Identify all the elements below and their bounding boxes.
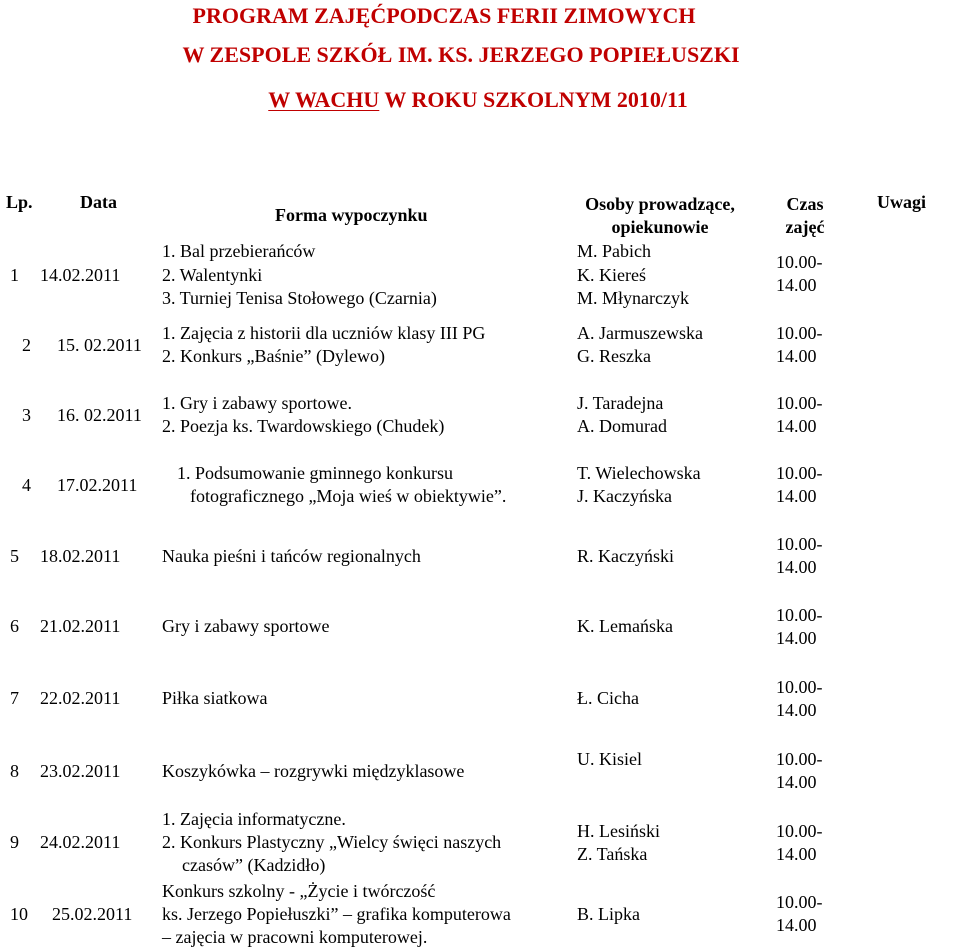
row-3-date: 16. 02.2011 — [57, 405, 142, 425]
row-1-forma-3: 3. Turniej Tenisa Stołowego (Czarnia) — [162, 288, 437, 308]
row-4-osoba-2: J. Kaczyńska — [577, 486, 672, 506]
row-9-lp: 9 — [10, 832, 19, 852]
header-czas-2: zajęć — [785, 217, 825, 237]
row-9-czas-1: 10.00- — [776, 821, 823, 841]
row-7-osoba-1: Ł. Cicha — [577, 688, 639, 708]
header-czas-1: Czas — [786, 194, 824, 214]
row-9-forma-1: 1. Zajęcia informatyczne. — [162, 809, 346, 829]
row-4-osoba-1: T. Wielechowska — [577, 463, 701, 483]
row-6-date: 21.02.2011 — [40, 616, 121, 636]
row-10-osoba-1: B. Lipka — [577, 904, 640, 924]
row-4-lp: 4 — [22, 475, 31, 495]
header-uwagi: Uwagi — [877, 192, 926, 212]
title-line-3-rest: W ROKU SZKOLNYM 2010/11 — [379, 87, 688, 112]
row-3-osoba-1: J. Taradejna — [577, 393, 664, 413]
row-7-forma-1: Piłka siatkowa — [162, 688, 268, 708]
row-5-czas-1: 10.00- — [776, 534, 823, 554]
row-2-date: 15. 02.2011 — [57, 335, 142, 355]
row-9-forma-3: czasów” (Kadzidło) — [182, 855, 326, 875]
row-1-czas-1: 10.00- — [776, 252, 823, 272]
row-8-forma-1: Koszykówka – rozgrywki międzyklasowe — [162, 761, 465, 781]
row-2-czas-2: 14.00 — [776, 346, 817, 366]
header-forma: Forma wypoczynku — [275, 205, 428, 225]
row-3-lp: 3 — [22, 405, 31, 425]
row-7-czas-1: 10.00- — [776, 677, 823, 697]
row-3-forma-2: 2. Poezja ks. Twardowskiego (Chudek) — [162, 416, 445, 436]
row-8-date: 23.02.2011 — [40, 761, 121, 781]
row-5-lp: 5 — [10, 546, 19, 566]
row-9-czas-2: 14.00 — [776, 844, 817, 864]
row-5-date: 18.02.2011 — [40, 546, 121, 566]
header-osoby-1: Osoby prowadzące, — [585, 194, 735, 214]
row-4-forma-2: fotograficznego „Moja wieś w obiektywie”. — [190, 486, 507, 506]
row-1-forma-2: 2. Walentynki — [162, 265, 263, 285]
title-line-3 — [0, 87, 958, 113]
row-3-osoba-2: A. Domurad — [577, 416, 667, 436]
row-4-forma-1: 1. Podsumowanie gminnego konkursu — [177, 463, 453, 483]
row-10-date: 25.02.2011 — [52, 904, 133, 924]
row-3-forma-1: 1. Gry i zabawy sportowe. — [162, 393, 352, 413]
row-2-lp: 2 — [22, 335, 31, 355]
row-1-date: 14.02.2011 — [40, 265, 121, 285]
row-4-czas-1: 10.00- — [776, 463, 823, 483]
row-7-lp: 7 — [10, 688, 19, 708]
row-1-osoba-3: M. Młynarczyk — [577, 288, 689, 308]
row-1-osoba-2: K. Kiereś — [577, 265, 646, 285]
row-2-osoba-2: G. Reszka — [577, 346, 651, 366]
row-8-czas-2: 14.00 — [776, 772, 817, 792]
row-9-date: 24.02.2011 — [40, 832, 121, 852]
row-3-czas-1: 10.00- — [776, 393, 823, 413]
title-line-3-underlined: W WACHU — [268, 87, 380, 112]
row-1-osoba-1: M. Pabich — [577, 241, 651, 261]
row-1-lp: 1 — [10, 265, 19, 285]
row-10-forma-2: ks. Jerzego Popiełuszki” – grafika komputerowa — [162, 904, 511, 924]
row-4-czas-2: 14.00 — [776, 486, 817, 506]
row-10-czas-1: 10.00- — [776, 892, 823, 912]
row-6-forma-1: Gry i zabawy sportowe — [162, 616, 330, 636]
row-10-forma-1: Konkurs szkolny - „Życie i twórczość — [162, 881, 436, 901]
row-10-czas-2: 14.00 — [776, 915, 817, 935]
row-1-czas-2: 14.00 — [776, 275, 817, 295]
row-3-czas-2: 14.00 — [776, 416, 817, 436]
row-5-forma-1: Nauka pieśni i tańców regionalnych — [162, 546, 421, 566]
row-6-czas-1: 10.00- — [776, 605, 823, 625]
row-5-osoba-1: R. Kaczyński — [577, 546, 674, 566]
row-8-osoba-1: U. Kisiel — [577, 749, 642, 769]
row-6-lp: 6 — [10, 616, 19, 636]
row-2-forma-1: 1. Zajęcia z historii dla uczniów klasy III PG — [162, 323, 486, 343]
row-6-osoba-1: K. Lemańska — [577, 616, 673, 636]
row-1-forma-1: 1. Bal przebierańców — [162, 241, 316, 261]
row-4-date: 17.02.2011 — [57, 475, 138, 495]
row-6-czas-2: 14.00 — [776, 628, 817, 648]
header-data: Data — [80, 192, 117, 212]
header-osoby-2: opiekunowie — [611, 217, 709, 237]
row-9-forma-2: 2. Konkurs Plastyczny „Wielcy święci naszych — [162, 832, 502, 852]
title-line-1: PROGRAM ZAJĘĆPODCZAS FERII ZIMOWYCH — [192, 3, 696, 28]
row-2-czas-1: 10.00- — [776, 323, 823, 343]
title-line-2: W ZESPOLE SZKÓŁ IM. KS. JERZEGO POPIEŁUSZKI — [182, 42, 740, 67]
row-9-osoba-1: H. Lesiński — [577, 821, 660, 841]
header-lp: Lp. — [6, 192, 33, 212]
row-10-lp: 10 — [10, 904, 28, 924]
row-9-osoba-2: Z. Tańska — [577, 844, 648, 864]
row-2-forma-2: 2. Konkurs „Baśnie” (Dylewo) — [162, 346, 385, 366]
row-10-forma-3: – zajęcia w pracowni komputerowej. — [162, 927, 428, 947]
row-7-date: 22.02.2011 — [40, 688, 121, 708]
row-8-lp: 8 — [10, 761, 19, 781]
row-5-czas-2: 14.00 — [776, 557, 817, 577]
row-2-osoba-1: A. Jarmuszewska — [577, 323, 703, 343]
row-7-czas-2: 14.00 — [776, 700, 817, 720]
row-8-czas-1: 10.00- — [776, 749, 823, 769]
